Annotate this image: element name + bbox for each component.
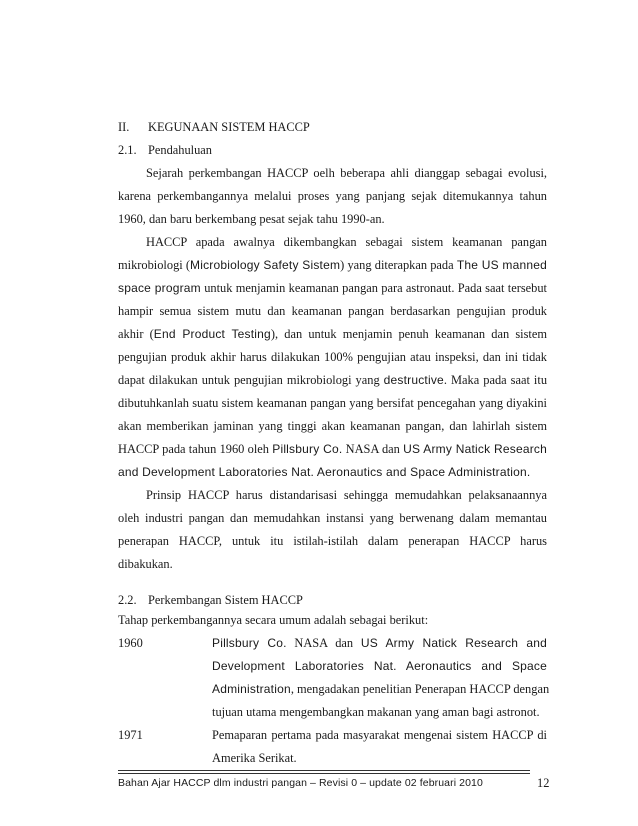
footer-rule <box>118 770 530 771</box>
italic-term: destructive <box>383 373 444 387</box>
text-span: , mengadakan penelitian Penerapan HACCP dengan <box>290 682 550 696</box>
paragraph-line <box>118 465 547 479</box>
section-number: II. <box>118 120 130 134</box>
text-span: . Maka pada saat itu <box>443 373 548 387</box>
italic-term: Development Laboratories Nat. Aeronautics and Space <box>212 659 547 673</box>
section-title: KEGUNAAN SISTEM HACCP <box>148 120 310 134</box>
timeline-line: Amerika Serikat. <box>212 751 297 765</box>
italic-term: Administration <box>212 682 291 696</box>
italic-term: End Product Testing <box>153 327 271 341</box>
text-span: untuk menjamin keamanan pangan para astronaut. Pada saat tersebut <box>200 281 547 295</box>
paragraph-line: dibakukan. <box>118 557 173 571</box>
italic-term: Pillsbury Co. <box>212 636 287 650</box>
text-span: akhir ( <box>118 327 154 341</box>
paragraph-line: pengujian produk akhir harus dilakukan 100% pengujian atau inspeksi, dan ini tidak <box>118 350 547 364</box>
text-span: dapat dilakukan untuk pengujian mikrobiologi yang <box>118 373 384 387</box>
paragraph-line <box>118 373 547 387</box>
paragraph-line <box>118 442 547 456</box>
paragraph-line: HACCP apada awalnya dikembangkan sebagai sistem keamanan pangan <box>146 235 547 249</box>
timeline-year: 1960 <box>118 636 143 650</box>
paragraph-line: akan memberikan jaminan yang tinggi akan keamanan pangan, dan lahirlah sistem <box>118 419 547 433</box>
text-span: ) yang diterapkan pada <box>340 258 457 272</box>
paragraph-line: karena perkembangannya melalui proses yang panjang sejak ditemukannya tahun <box>118 189 547 203</box>
paragraph-line: Prinsip HACCP harus distandarisasi sehingga memudahkan pelaksanaannya <box>146 488 547 502</box>
footer-text: Bahan Ajar HACCP dlm industri pangan – Revisi 0 – update 02 februari 2010 <box>118 777 483 789</box>
paragraph-line: Sejarah perkembangan HACCP oelh beberapa ahli dianggap sebagai evolusi, <box>146 166 547 180</box>
paragraph-line: 1960, dan baru berkembang pesat sejak tahu 1990-an. <box>118 212 385 226</box>
subsection-heading <box>118 593 547 607</box>
intro-line: Tahap perkembangannya secara umum adalah sebagai berikut: <box>118 613 429 627</box>
paragraph-line <box>118 258 547 272</box>
italic-term: US Army Natick Research <box>403 442 547 456</box>
timeline-line: Pemaparan pertama pada masyarakat mengenai sistem HACCP di <box>212 728 547 742</box>
timeline-line <box>212 659 547 673</box>
page-number: 12 <box>537 776 550 790</box>
text-span: ), dan untuk menjamin penuh keamanan dan sistem <box>270 327 548 341</box>
italic-term: US Army Natick Research and <box>360 636 547 650</box>
subsection-title: Perkembangan Sistem HACCP <box>148 593 303 607</box>
subsection-number: 2.1. <box>118 143 137 157</box>
paragraph-line: dibutuhkanlah suatu sistem keamanan pangan yang bersifat pencegahan yang diyakini <box>118 396 547 410</box>
paragraph-line: penerapan HACCP, untuk itu istilah-istilah dalam penerapan HACCP harus <box>118 534 547 548</box>
paragraph-line <box>118 327 547 341</box>
italic-term: The US manned <box>456 258 547 272</box>
subsection-number: 2.2. <box>118 593 137 607</box>
text-span: mikrobiologi ( <box>118 258 191 272</box>
text-span: NASA dan <box>342 442 404 456</box>
timeline-line <box>212 682 550 696</box>
italic-term: space program <box>118 281 201 295</box>
italic-term: Microbiology Safety Sistem <box>190 258 341 272</box>
subsection-heading <box>118 143 547 157</box>
paragraph-line <box>118 281 547 295</box>
italic-term: and Development Laboratories Nat. Aeronautics and Space Administration. <box>118 465 531 479</box>
timeline-line: tujuan utama mengembangkan makanan yang aman bagi astronot. <box>212 705 540 719</box>
timeline-line <box>212 636 547 650</box>
timeline-year: 1971 <box>118 728 143 742</box>
paragraph-line: hampir semua sistem mutu dan keamanan pangan berdasarkan pengujian produk <box>118 304 547 318</box>
italic-term: Pillsbury Co. <box>272 442 343 456</box>
section-heading <box>118 120 547 134</box>
text-span: HACCP pada tahun 1960 oleh <box>118 442 273 456</box>
paragraph-line: oleh industri pangan dan memudahkan instansi yang berwenang dalam memantau <box>118 511 547 525</box>
footer-rule <box>118 773 530 774</box>
text-span: NASA dan <box>286 636 361 650</box>
subsection-title: Pendahuluan <box>148 143 213 157</box>
